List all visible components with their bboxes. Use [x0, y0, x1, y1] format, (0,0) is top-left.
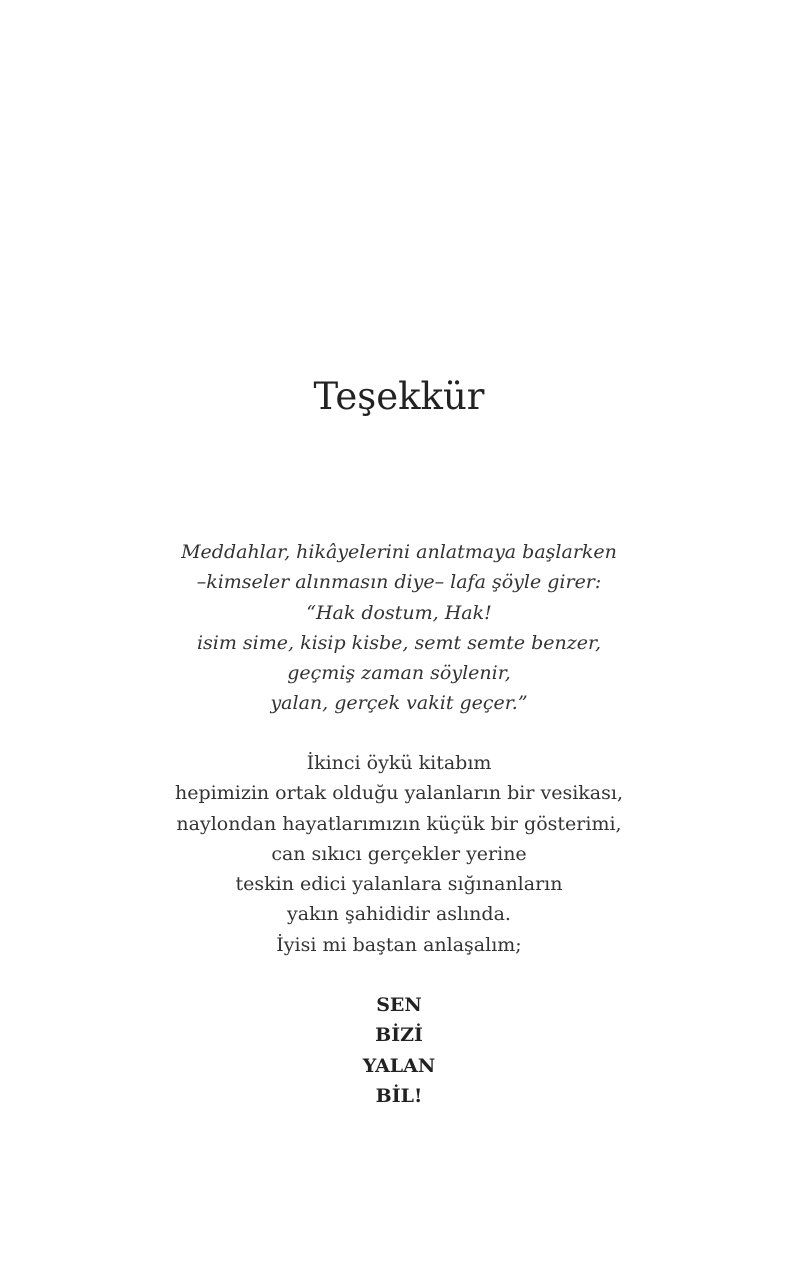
- closing-line: BİZİ: [375, 1024, 423, 1047]
- body-line: hepimizin ortak olduğu yalanların bir vesikası,: [175, 782, 623, 805]
- body-line: teskin edici yalanlara sığınanların: [235, 873, 563, 896]
- body-line: naylondan hayatlarımızın küçük bir gösterimi,: [176, 812, 622, 835]
- quote-line: “Hak dostum, Hak!: [306, 601, 492, 624]
- body-line: can sıkıcı gerçekler yerine: [271, 842, 527, 865]
- quote-line: isim sime, kisip kisbe, semt semte benzer,: [196, 631, 602, 654]
- meddah-quote: [0, 537, 798, 719]
- body-line: İyisi mi baştan anlaşalım;: [276, 933, 522, 956]
- page-title: Teşekkür: [313, 375, 485, 418]
- body-line: İkinci öykü kitabım: [306, 752, 492, 774]
- closing-line: BİL!: [375, 1084, 423, 1107]
- quote-line: geçmiş zaman söylenir,: [287, 662, 511, 685]
- closing-line: YALAN: [362, 1054, 436, 1077]
- quote-line: yalan, gerçek vakit geçer.”: [270, 692, 528, 715]
- body-line: yakın şahididir aslında.: [287, 903, 511, 926]
- quote-line: –kimseler alınmasın diye– lafa şöyle girer:: [196, 571, 602, 594]
- quote-line: Meddahlar, hikâyelerini anlatmaya başlarken: [181, 541, 617, 563]
- closing-line: SEN: [376, 994, 422, 1016]
- dedication-paragraph: [0, 748, 798, 960]
- closing-statement: [0, 990, 798, 1111]
